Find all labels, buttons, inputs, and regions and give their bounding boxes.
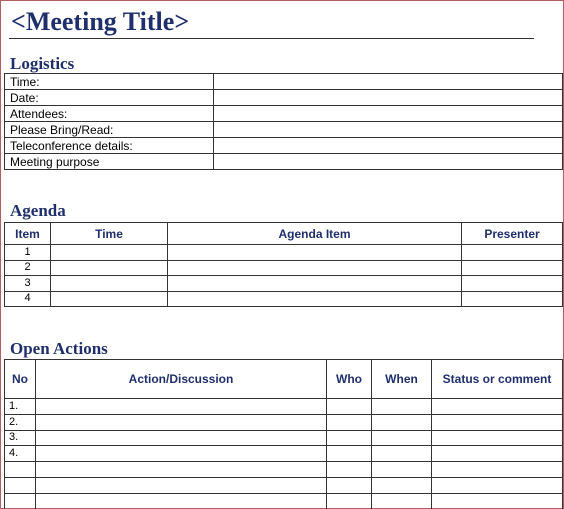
table-row bbox=[5, 477, 563, 493]
action-cell[interactable] bbox=[36, 399, 327, 415]
table-row bbox=[5, 291, 563, 307]
table-row bbox=[5, 493, 563, 509]
logistics-table bbox=[4, 73, 563, 170]
action-cell[interactable] bbox=[432, 414, 563, 430]
logistics-label-date: Date: bbox=[5, 90, 214, 106]
table-row bbox=[5, 90, 563, 106]
agenda-cell[interactable] bbox=[51, 276, 168, 292]
actions-col-no: No bbox=[5, 360, 36, 399]
actions-col-status: Status or comment bbox=[432, 360, 563, 399]
agenda-cell[interactable] bbox=[462, 260, 563, 276]
agenda-cell[interactable] bbox=[168, 260, 462, 276]
table-row bbox=[5, 106, 563, 122]
agenda-cell[interactable] bbox=[51, 291, 168, 307]
action-cell[interactable] bbox=[36, 493, 327, 509]
action-cell[interactable] bbox=[327, 446, 372, 462]
agenda-cell[interactable] bbox=[168, 291, 462, 307]
open-actions-table bbox=[4, 359, 563, 509]
action-cell[interactable] bbox=[36, 462, 327, 478]
agenda-cell[interactable] bbox=[51, 245, 168, 261]
agenda-cell[interactable] bbox=[51, 260, 168, 276]
agenda-item-number: 4 bbox=[5, 291, 51, 307]
action-cell[interactable] bbox=[36, 414, 327, 430]
action-cell[interactable] bbox=[372, 462, 432, 478]
table-header-row bbox=[5, 360, 563, 399]
action-cell[interactable] bbox=[36, 430, 327, 446]
action-cell[interactable] bbox=[432, 477, 563, 493]
action-number: 1. bbox=[5, 399, 36, 415]
agenda-cell[interactable] bbox=[168, 245, 462, 261]
table-row bbox=[5, 430, 563, 446]
agenda-cell[interactable] bbox=[462, 291, 563, 307]
action-number bbox=[5, 462, 36, 478]
logistics-value-teleconference[interactable] bbox=[214, 138, 563, 154]
logistics-value-attendees[interactable] bbox=[214, 106, 563, 122]
action-cell[interactable] bbox=[372, 446, 432, 462]
action-cell[interactable] bbox=[327, 493, 372, 509]
action-cell[interactable] bbox=[432, 462, 563, 478]
table-row bbox=[5, 414, 563, 430]
action-cell[interactable] bbox=[432, 446, 563, 462]
agenda-cell[interactable] bbox=[168, 276, 462, 292]
agenda-col-time: Time bbox=[51, 223, 168, 245]
logistics-value-purpose[interactable] bbox=[214, 154, 563, 170]
action-cell[interactable] bbox=[327, 399, 372, 415]
table-row bbox=[5, 138, 563, 154]
action-cell[interactable] bbox=[372, 430, 432, 446]
actions-col-who: Who bbox=[327, 360, 372, 399]
logistics-label-attendees: Attendees: bbox=[5, 106, 214, 122]
action-cell[interactable] bbox=[432, 399, 563, 415]
table-row bbox=[5, 245, 563, 261]
actions-col-action: Action/Discussion bbox=[36, 360, 327, 399]
agenda-cell[interactable] bbox=[462, 245, 563, 261]
agenda-cell[interactable] bbox=[462, 276, 563, 292]
action-cell[interactable] bbox=[372, 477, 432, 493]
logistics-value-date[interactable] bbox=[214, 90, 563, 106]
table-row bbox=[5, 122, 563, 138]
action-cell[interactable] bbox=[36, 446, 327, 462]
title-divider bbox=[9, 38, 534, 39]
agenda-col-agenda-item: Agenda Item bbox=[168, 223, 462, 245]
action-cell[interactable] bbox=[327, 430, 372, 446]
action-cell[interactable] bbox=[372, 414, 432, 430]
actions-col-when: When bbox=[372, 360, 432, 399]
action-cell[interactable] bbox=[36, 477, 327, 493]
logistics-value-time[interactable] bbox=[214, 74, 563, 90]
agenda-item-number: 1 bbox=[5, 245, 51, 261]
action-cell[interactable] bbox=[432, 493, 563, 509]
logistics-label-teleconference: Teleconference details: bbox=[5, 138, 214, 154]
action-cell[interactable] bbox=[372, 493, 432, 509]
table-row bbox=[5, 462, 563, 478]
table-row bbox=[5, 74, 563, 90]
agenda-col-presenter: Presenter bbox=[462, 223, 563, 245]
logistics-label-bring-read: Please Bring/Read: bbox=[5, 122, 214, 138]
agenda-heading: Agenda bbox=[10, 201, 66, 220]
action-number: 3. bbox=[5, 430, 36, 446]
table-row bbox=[5, 446, 563, 462]
page-title: <Meeting Title> bbox=[11, 7, 190, 36]
logistics-label-purpose: Meeting purpose bbox=[5, 154, 214, 170]
action-cell[interactable] bbox=[372, 399, 432, 415]
open-actions-heading: Open Actions bbox=[10, 339, 108, 358]
action-number: 4. bbox=[5, 446, 36, 462]
agenda-table bbox=[4, 222, 563, 307]
table-row bbox=[5, 154, 563, 170]
table-row bbox=[5, 399, 563, 415]
agenda-col-item: Item bbox=[5, 223, 51, 245]
table-header-row bbox=[5, 223, 563, 245]
logistics-heading: Logistics bbox=[10, 54, 75, 73]
logistics-value-bring-read[interactable] bbox=[214, 122, 563, 138]
action-number bbox=[5, 477, 36, 493]
action-number bbox=[5, 493, 36, 509]
action-cell[interactable] bbox=[432, 430, 563, 446]
action-cell[interactable] bbox=[327, 462, 372, 478]
action-number: 2. bbox=[5, 414, 36, 430]
table-row bbox=[5, 260, 563, 276]
table-row bbox=[5, 276, 563, 292]
agenda-item-number: 2 bbox=[5, 260, 51, 276]
action-cell[interactable] bbox=[327, 477, 372, 493]
action-cell[interactable] bbox=[327, 414, 372, 430]
logistics-label-time: Time: bbox=[5, 74, 214, 90]
agenda-item-number: 3 bbox=[5, 276, 51, 292]
